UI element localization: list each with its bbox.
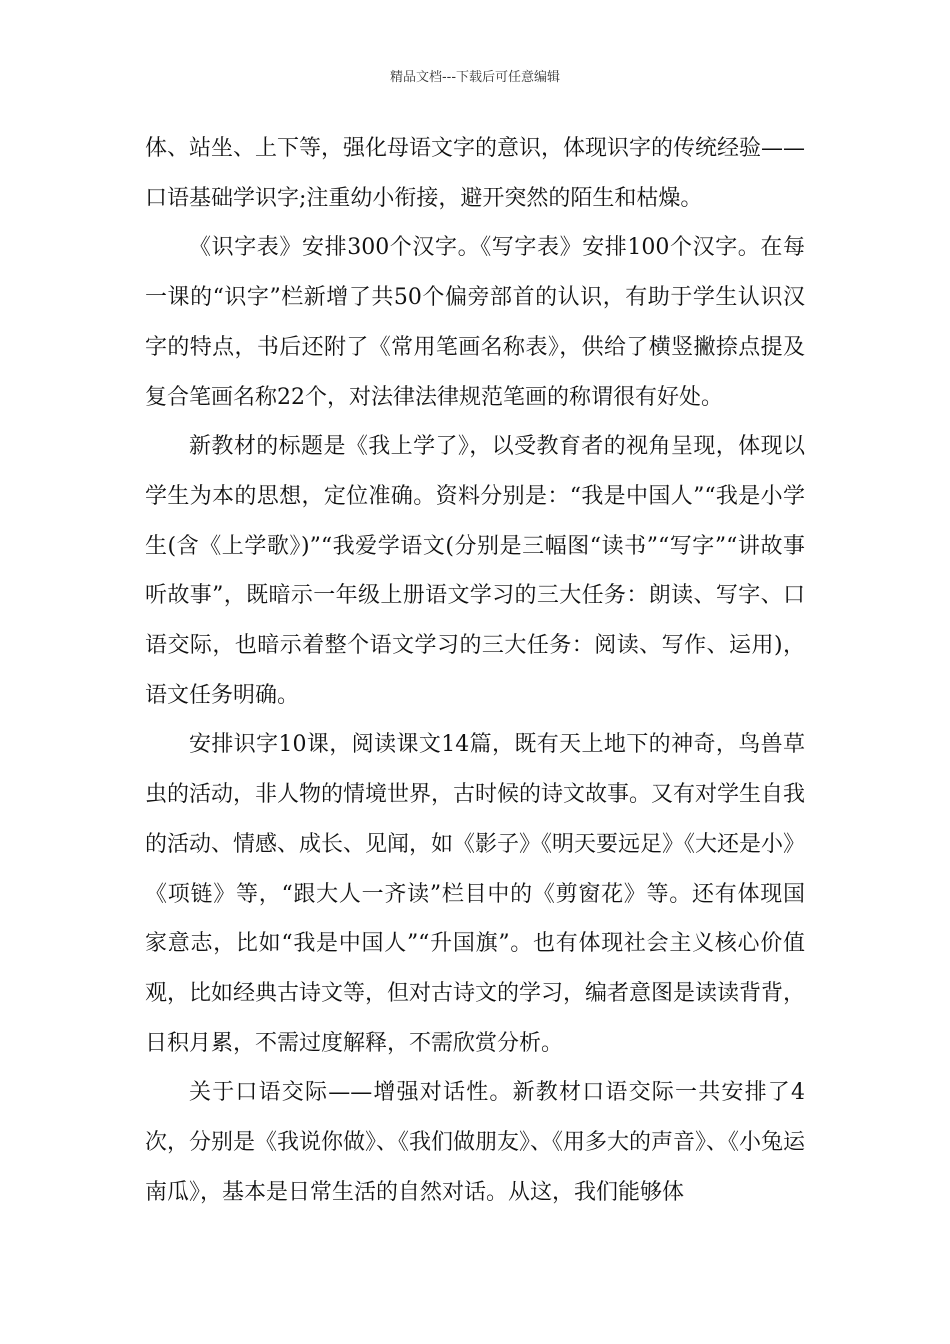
paragraph-continuation: 体、站坐、上下等，强化母语文字的意识，体现识字的传统经验——口语基础学识字;注重幼小衔接，避开突然的陌生和枯燥。 bbox=[145, 136, 806, 211]
document-body bbox=[145, 124, 805, 1217]
paragraph-lessons: 安排识字10课，阅读课文14篇，既有天上地下的神奇，鸟兽草虫的活动，非人物的情境世界，古时候的诗文故事。又有对学生自我的活动、情感、成长、见闻，如《影子》《明天要远足》《大还是小》《项链》等，“跟大人一齐读”栏目中的《剪窗花》等。还有体现国家意志，比如“我是中国人”“升国旗”。也有体现社会主义核心价值观，比如经典古诗文等，但对古诗文的学习，编者意图是读读背背，日积月累，不需过度解释，不需欣赏分析。 bbox=[145, 732, 806, 1056]
paragraph-literacy-tables: 《识字表》安排300个汉字。《写字表》安排100个汉字。在每一课的“识字”栏新增了共50个偏旁部首的认识，有助于学生认识汉字的特点，书后还附了《常用笔画名称表》，供给了横竖撇捺点提及复合笔画名称22个，对法律法律规范笔画的称谓很有好处。 bbox=[145, 235, 805, 410]
page-header: 精品文档---下载后可任意编辑 bbox=[389, 70, 561, 85]
paragraph-oral-communication: 关于口语交际——增强对话性。新教材口语交际一共安排了4次，分别是《我说你做》、《我们做朋友》、《用多大的声音》、《小兔运南瓜》，基本是日常生活的自然对话。从这，我们能够体 bbox=[145, 1080, 806, 1205]
paragraph-new-textbook-title: 新教材的标题是《我上学了》，以受教育者的视角呈现，体现以学生为本的思想，定位准确。资料分别是：“我是中国人”“我是小学生(含《上学歌》)”“我爱学语文(分别是三幅图“读书”“写字”“讲故事听故事”，既暗示一年级上册语文学习的三大任务：朗读、写字、口语交际，也暗示着整个语文学习的三大任务：阅读、写作、运用)，语文任务明确。 bbox=[145, 434, 805, 708]
